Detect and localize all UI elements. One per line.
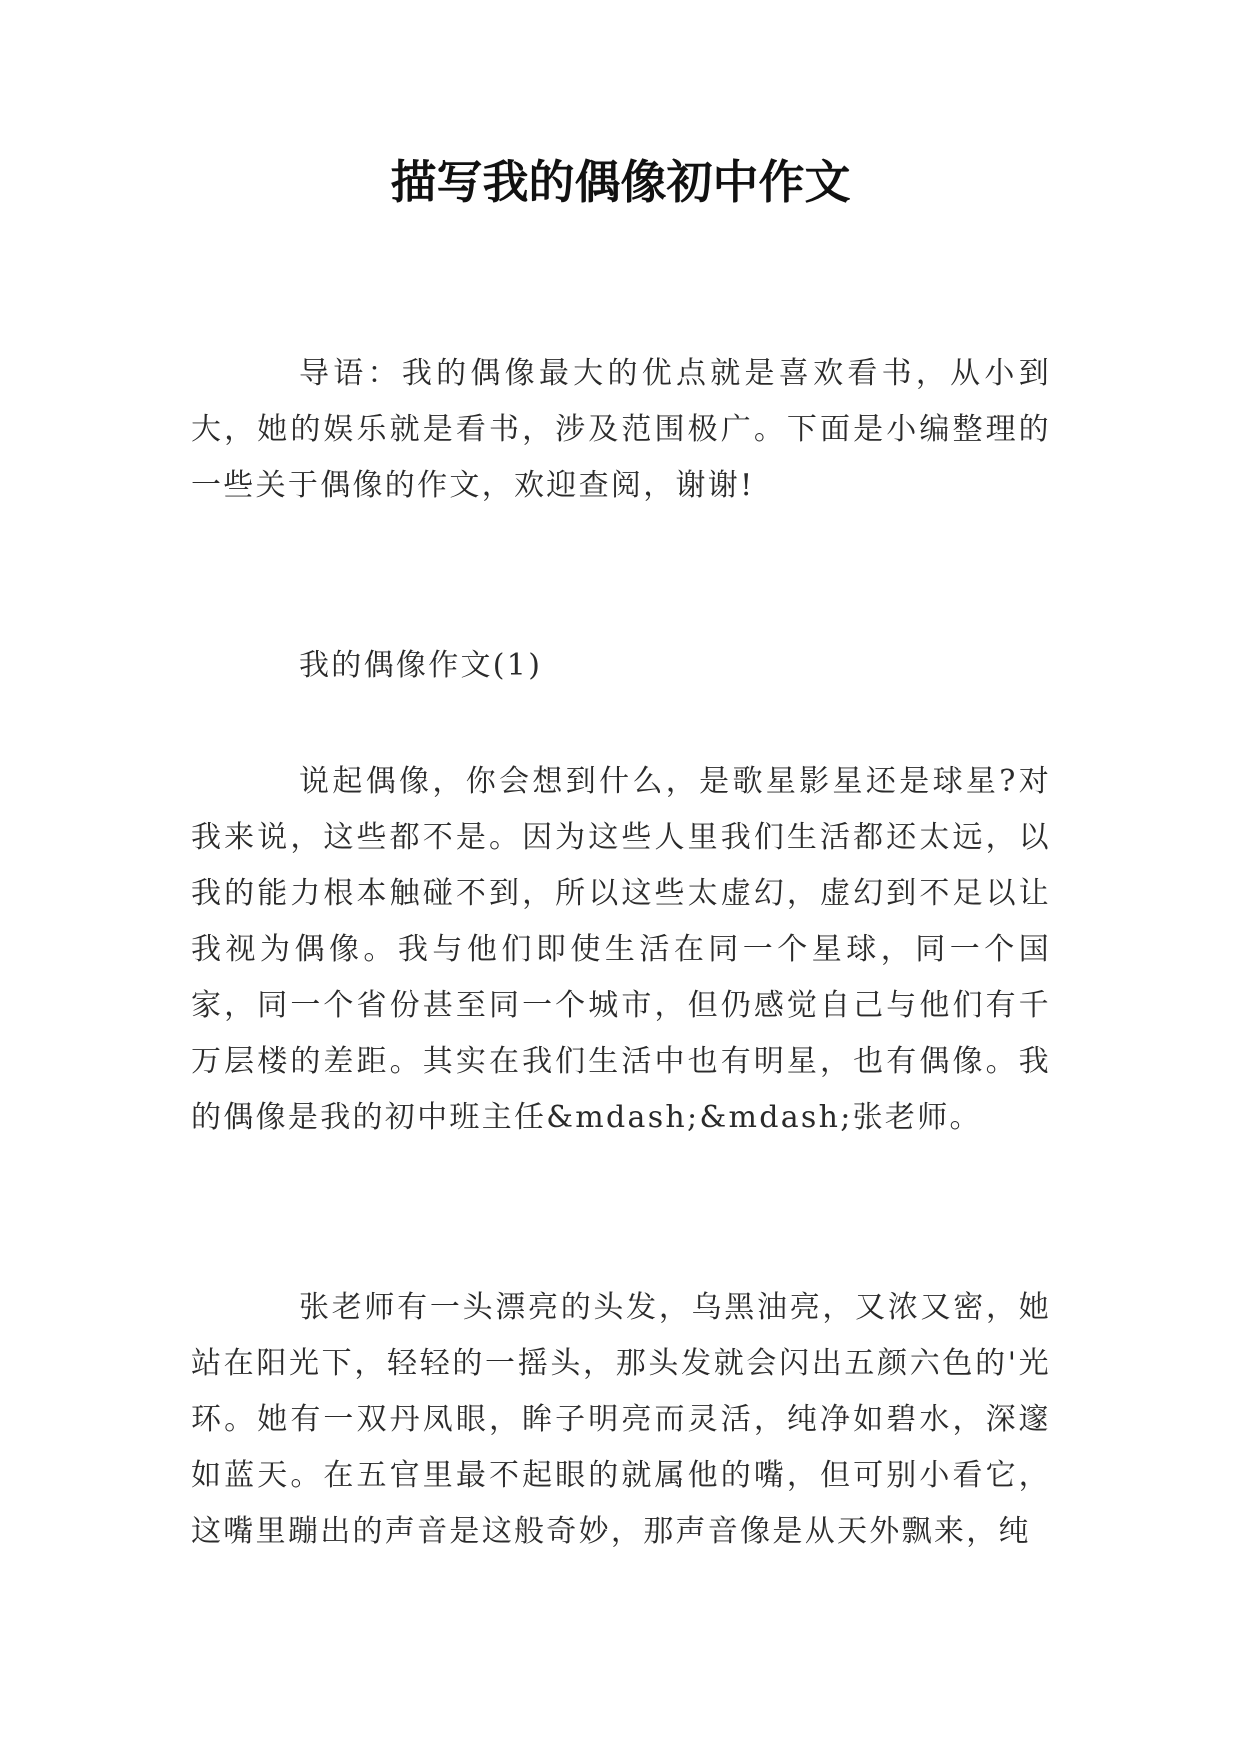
section-heading: 我的偶像作文(1) [299,648,543,683]
document-title: 描写我的偶像初中作文 [390,155,851,209]
intro-paragraph: 导语：我的偶像最大的优点就是喜欢看书，从小到大，她的娱乐就是看书，涉及范围极广。下面是小编整理的一些关于偶像的作文，欢迎查阅，谢谢! [191,356,1051,503]
body-paragraph: 张老师有一头漂亮的头发，乌黑油亮，又浓又密，她站在阳光下，轻轻的一摇头，那头发就会闪出五颜六色的'光环。她有一双丹凤眼，眸子明亮而灵活，纯净如碧水，深邃如蓝天。在五官里最不起眼的就属他的嘴，但可别小看它，这嘴里蹦出的声音是这般奇妙，那声音像是从天外飘来，纯 [191,1290,1051,1549]
body-paragraph: 说起偶像，你会想到什么，是歌星影星还是球星?对我来说，这些都不是。因为这些人里我们生活都还太远，以我的能力根本触碰不到，所以这些太虚幻，虚幻到不足以让我视为偶像。我与他们即使生活在同一个星球，同一个国家，同一个省份甚至同一个城市，但仍感觉自己与他们有千万层楼的差距。其实在我们生活中也有明星，也有偶像。我的偶像是我的初中班主任&mdash;&mdash;张老师。 [191,764,1051,1135]
